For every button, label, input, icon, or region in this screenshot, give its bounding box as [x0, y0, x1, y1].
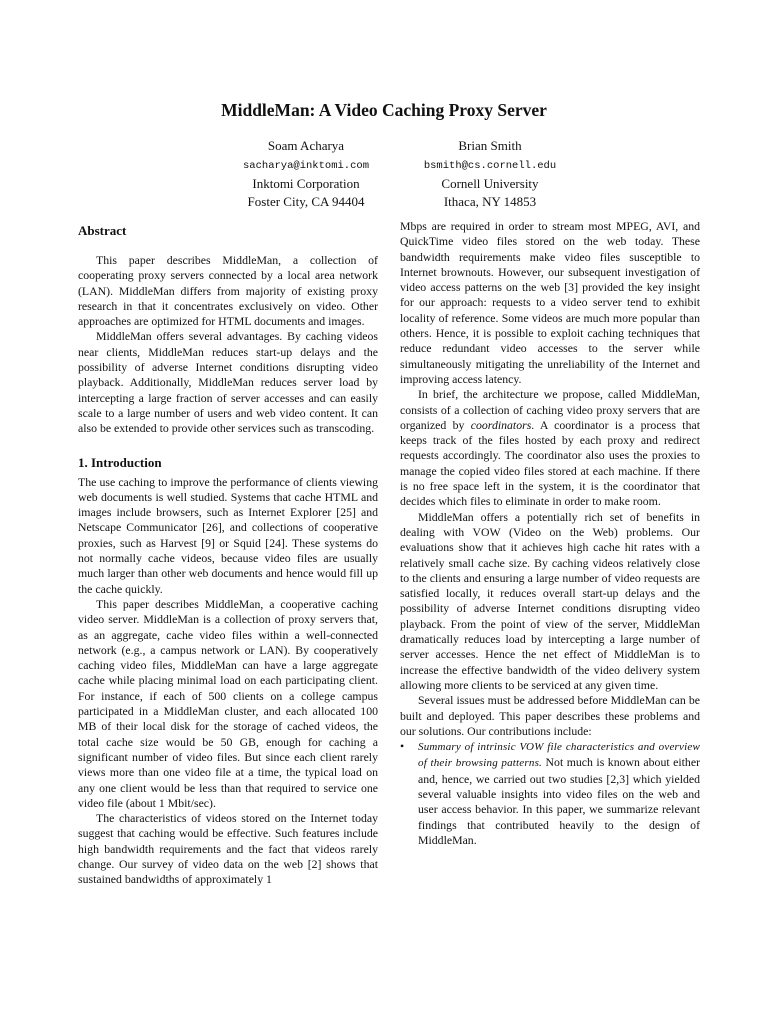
- bullet-mark: •: [400, 739, 405, 754]
- body-paragraph: [400, 387, 700, 509]
- author-block-2: [380, 137, 600, 211]
- author-affiliation: Inktomi Corporation: [252, 176, 360, 191]
- body-paragraph: MiddleMan offers a potentially rich set of benefits in dealing with VOW (Video on the Web) problems. Our evaluations show that it achieves high cache hit rates with a relatively small cache size. By caching videos relatively close to the clients and ensuring a large number of video requests are satisfied locally, it reduces overall start-up delays and the possibility of adverse Internet conditions disrupting video playback. From the point of view of the server, MiddleMan dramatically reduces load by intercepting a large number of server accesses. Hence the net effect of MiddleMan is to increase the effective bandwidth of the video delivery system allowing more clients to be serviced at any given time.: [400, 509, 700, 692]
- author-name: Soam Acharya: [267, 138, 345, 153]
- left-column: [78, 219, 378, 888]
- author-name: Brian Smith: [458, 138, 522, 153]
- body-paragraph-continued: Mbps are required in order to stream most MPEG, AVI, and QuickTime video files stored on the web today. These bandwidth requirements make video files susceptible to Internet brownouts. However, our subsequent investigation of video access patterns on the web [3] provided the key insight for our approach: requests to a video server tend to exhibit locality of reference. Some videos are much more popular than others. Hence, it is possible to exploit caching techniques that reduce redundant video accesses to the server while simultaneously mitigating the unreliability of the Internet and improving access latency.: [400, 219, 700, 386]
- body-paragraph: This paper describes MiddleMan, a cooperative caching video server. MiddleMan is a collection of proxy servers that, as an aggregate, cache video files within a well-connected network (e.g., a campus network or LAN). By cooperatively caching video files, MiddleMan can have a large aggregate cache while placing minimal load on each participating client. For instance, if each of 500 clients on a college campus participated in a MiddleMan cluster, and each allocated 100 MB of their local disk for the storage of cached videos, the total cache size would be 50 GB, enough for caching a significant number of video files. But since each client rarely views more than one video file at a time, the typical load on any one client would be less than that required to service one video file (about 1 Mbit/sec).: [78, 596, 378, 810]
- italic-term: coordinators: [470, 417, 532, 432]
- body-paragraph: The characteristics of videos stored on the Internet today suggest that caching would be effective. Such features include high bandwidth requirements and the fact that videos rarely change. Our survey of video data on the web [2] shows that sustained bandwidths of approximately 1: [78, 811, 378, 887]
- bullet-lead-italic: Summary of intrinsic VOW file characteristics and overview of their browsing patterns.: [418, 741, 700, 770]
- body-paragraph: The use caching to improve the performance of clients viewing web documents is well studied. Systems that cache HTML and images include browsers, such as Internet Explorer [25] and Netscape Communicator [26], and collections of cooperative proxies, such as Harvest [9] or Squid [24]. These systems do not normally cache videos, because video files are usually much larger than other web documents and hence would fill up the cache quickly.: [78, 474, 378, 596]
- abstract-heading: Abstract: [78, 223, 127, 238]
- bullet-text: Not much is known about either and, hence, we carried out two studies [2,3] which yielded several valuable insights into video files on the web and user access behavior. In this paper, we summarize relevant findings that contributed heavily to the design of MiddleMan.: [418, 755, 700, 847]
- author-address: Foster City, CA 94404: [247, 194, 365, 209]
- author-affiliation: Cornell University: [441, 176, 539, 191]
- abstract-paragraph: MiddleMan offers several advantages. By caching videos near clients, MiddleMan reduces start-up delays and the possibility of adverse Internet conditions disrupting video playback. Additionally, MiddleMan reduces server load by intercepting a large fraction of server accesses and can easily scale to a large number of users and web video content. It can also be extended to provide other services such as transcoding.: [78, 329, 378, 436]
- author-email: bsmith@cs.cornell.edu: [423, 160, 557, 172]
- text-run: . A coordinator is a process that keeps track of the files hosted by each proxy and redirect requests accordingly. The coordinator also uses the proxies to manage the copied video files stored at each machine. If there is no free space left in the system, it is the coordinator that decides which files to eliminate in order to make room.: [400, 417, 700, 509]
- contribution-list-item: [400, 739, 700, 848]
- author-email: sacharya@inktomi.com: [242, 160, 370, 172]
- text-run: In brief, the architecture we propose, called MiddleMan, consists of a collection of caching video proxy servers that are organized by: [400, 387, 700, 432]
- paper-title: MiddleMan: A Video Caching Proxy Server: [221, 100, 547, 120]
- abstract-paragraph: This paper describes MiddleMan, a collection of cooperating proxy servers connected by a local area network (LAN). MiddleMan differs from majority of existing proxy research in that it concentrates exclusively on video. Other approaches are optimized for HTML documents and images.: [78, 253, 378, 329]
- right-column: [400, 219, 700, 848]
- section-heading-introduction: 1. Introduction: [78, 454, 162, 470]
- body-paragraph: Several issues must be addressed before MiddleMan can be built and deployed. This paper describes these problems and our solutions. Our contributions include:: [400, 693, 700, 738]
- author-address: Ithaca, NY 14853: [443, 194, 537, 209]
